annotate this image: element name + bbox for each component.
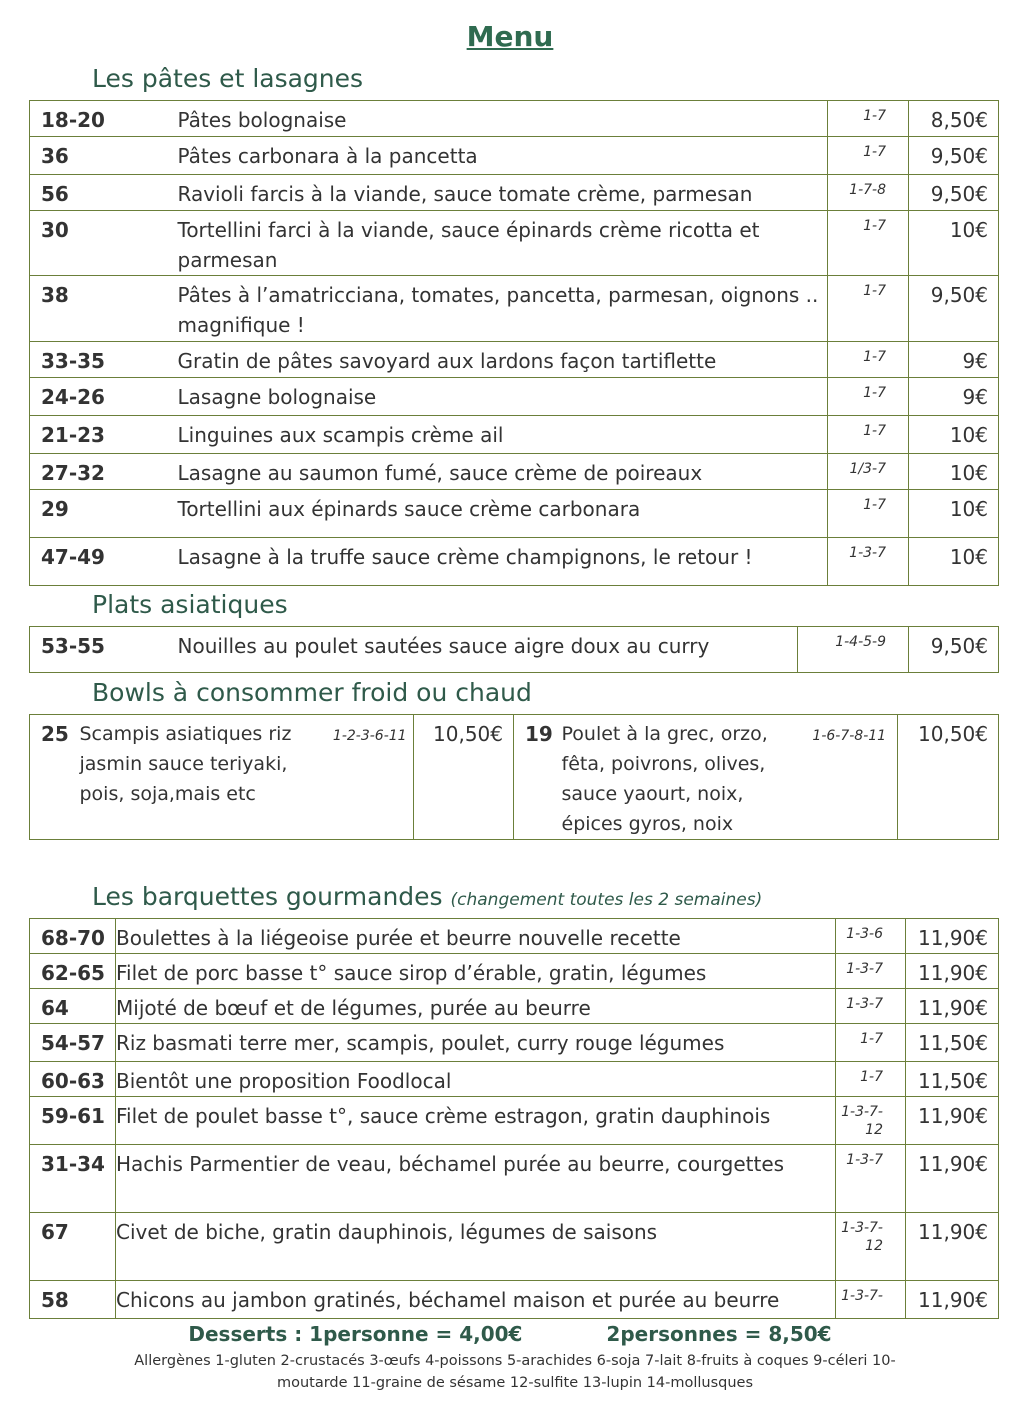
item-dish: Lasagne au saumon fumé, sauce crème de poireaux <box>178 454 828 490</box>
item-allergens: 1-7-8 <box>828 175 909 211</box>
barquettes-title: Les barquettes gourmandes <box>92 882 443 911</box>
item-price: 9,50€ <box>909 175 999 211</box>
item-price: 9€ <box>909 378 999 416</box>
pates-row <box>30 490 999 538</box>
bowl-price: 10,50€ <box>898 715 999 840</box>
item-code: 64 <box>30 989 116 1024</box>
item-code: 31-34 <box>30 1145 116 1213</box>
item-price: 11,90€ <box>906 1145 999 1213</box>
item-allergens: 1/3-7 <box>828 454 909 490</box>
item-dish: Tortellini farci à la viande, sauce épinards crème ricotta et parmesan <box>178 211 828 276</box>
section-title-pates: Les pâtes et lasagnes <box>92 64 364 93</box>
item-price: 9,50€ <box>909 276 999 342</box>
item-code: 59-61 <box>30 1097 116 1145</box>
item-dish: Civet de biche, gratin dauphinois, légumes de saisons <box>116 1213 836 1281</box>
item-price: 9€ <box>909 342 999 378</box>
section-title-bowls: Bowls à consommer froid ou chaud <box>92 678 532 707</box>
item-code: 53-55 <box>30 627 178 673</box>
item-allergens: 1-3-7 <box>828 538 909 586</box>
bowl-dish: Scampis asiatiques riz jasmin sauce teriyaki, pois, soja,mais etc <box>80 715 327 840</box>
pates-row <box>30 211 999 276</box>
item-price: 11,90€ <box>906 919 999 954</box>
item-code: 67 <box>30 1213 116 1281</box>
barquettes-note: (changement toutes les 2 semaines) <box>450 890 763 910</box>
item-code: 18-20 <box>30 101 178 137</box>
item-code: 24-26 <box>30 378 178 416</box>
section-title-barquettes <box>92 882 762 911</box>
barquettes-row <box>30 1145 999 1213</box>
asiatiques-table <box>29 626 999 673</box>
item-code: 33-35 <box>30 342 178 378</box>
item-price: 9,50€ <box>909 627 999 673</box>
item-dish: Lasagne bolognaise <box>178 378 828 416</box>
item-allergens: 1-3-6 <box>836 919 906 954</box>
item-allergens: 1-4-5-9 <box>798 627 909 673</box>
item-price: 10€ <box>909 211 999 276</box>
item-allergens: 1-7 <box>828 342 909 378</box>
item-code: 36 <box>30 137 178 175</box>
bowl-allergens: 1-2-3-6-11 <box>327 715 414 840</box>
item-allergens: 1-7 <box>828 211 909 276</box>
pates-row <box>30 276 999 342</box>
item-dish: Hachis Parmentier de veau, béchamel purée au beurre, courgettes <box>116 1145 836 1213</box>
desserts-line <box>0 1322 1020 1346</box>
item-code: 62-65 <box>30 954 116 989</box>
item-allergens: 1-3-7 <box>836 1145 906 1213</box>
barquettes-row <box>30 954 999 989</box>
item-price: 11,90€ <box>906 1097 999 1145</box>
barquettes-row <box>30 1281 999 1319</box>
item-code: 58 <box>30 1281 116 1319</box>
item-dish: Pâtes à l’amatricciana, tomates, pancetta, parmesan, oignons .. magnifique ! <box>178 276 828 342</box>
desserts-two: 2personnes = 8,50€ <box>606 1322 832 1346</box>
item-dish: Chicons au jambon gratinés, béchamel maison et purée au beurre <box>116 1281 836 1319</box>
item-dish: Tortellini aux épinards sauce crème carbonara <box>178 490 828 538</box>
item-dish: Gratin de pâtes savoyard aux lardons façon tartiflette <box>178 342 828 378</box>
barquettes-row <box>30 919 999 954</box>
pates-row <box>30 416 999 454</box>
section-title-asiatiques: Plats asiatiques <box>92 590 288 619</box>
pates-row <box>30 137 999 175</box>
asiatiques-row <box>30 627 999 673</box>
pates-row <box>30 101 999 137</box>
barquettes-row <box>30 1097 999 1145</box>
item-price: 11,90€ <box>906 1213 999 1281</box>
barquettes-row <box>30 1062 999 1097</box>
item-allergens: 1-7 <box>828 101 909 137</box>
item-code: 27-32 <box>30 454 178 490</box>
item-price: 9,50€ <box>909 137 999 175</box>
bowl-code: 25 <box>30 715 80 840</box>
pates-row <box>30 378 999 416</box>
item-dish: Riz basmati terre mer, scampis, poulet, curry rouge légumes <box>116 1024 836 1062</box>
pates-row <box>30 175 999 211</box>
item-dish: Filet de poulet basse t°, sauce crème estragon, gratin dauphinois <box>116 1097 836 1145</box>
item-price: 8,50€ <box>909 101 999 137</box>
item-allergens: 1-3-7-12 <box>836 1097 906 1145</box>
pates-table <box>29 100 999 586</box>
pates-row <box>30 342 999 378</box>
item-dish: Mijoté de bœuf et de légumes, purée au beurre <box>116 989 836 1024</box>
item-allergens: 1-7 <box>836 1062 906 1097</box>
item-code: 38 <box>30 276 178 342</box>
desserts-one: Desserts : 1personne = 4,00€ <box>188 1322 523 1346</box>
item-price: 10€ <box>909 490 999 538</box>
item-price: 11,50€ <box>906 1024 999 1062</box>
item-allergens: 1-3-7-12 <box>836 1213 906 1281</box>
allergens-legend: Allergènes 1-gluten 2-crustacés 3-œufs 4-poissons 5-arachides 6-soja 7-lait 8-fruits à coques 9-céleri 10-moutarde 11-graine de sésame 12-sulfite 13-lupin 14-mollusques <box>134 1353 896 1391</box>
item-dish: Bientôt une proposition Foodlocal <box>116 1062 836 1097</box>
item-code: 47-49 <box>30 538 178 586</box>
item-dish: Ravioli farcis à la viande, sauce tomate crème, parmesan <box>178 175 828 211</box>
barquettes-row <box>30 1213 999 1281</box>
item-code: 21-23 <box>30 416 178 454</box>
item-allergens: 1-3-7 <box>836 954 906 989</box>
item-allergens: 1-7 <box>828 490 909 538</box>
barquettes-row <box>30 1024 999 1062</box>
pates-row <box>30 454 999 490</box>
item-price: 10€ <box>909 416 999 454</box>
item-code: 29 <box>30 490 178 538</box>
item-price: 11,50€ <box>906 1062 999 1097</box>
item-code: 54-57 <box>30 1024 116 1062</box>
item-allergens: 1-3-7- <box>836 1281 906 1319</box>
item-dish: Lasagne à la truffe sauce crème champignons, le retour ! <box>178 538 828 586</box>
item-allergens: 1-3-7 <box>836 989 906 1024</box>
item-dish: Boulettes à la liégeoise purée et beurre nouvelle recette <box>116 919 836 954</box>
item-price: 11,90€ <box>906 989 999 1024</box>
item-price: 10€ <box>909 538 999 586</box>
item-allergens: 1-7 <box>828 137 909 175</box>
item-dish: Linguines aux scampis crème ail <box>178 416 828 454</box>
item-allergens: 1-7 <box>828 276 909 342</box>
pates-row <box>30 538 999 586</box>
barquettes-table <box>29 918 999 1319</box>
bowls-row <box>30 715 999 840</box>
item-code: 30 <box>30 211 178 276</box>
item-code: 68-70 <box>30 919 116 954</box>
item-price: 11,90€ <box>906 1281 999 1319</box>
barquettes-row <box>30 989 999 1024</box>
item-dish: Pâtes bolognaise <box>178 101 828 137</box>
bowl-code: 19 <box>514 715 562 840</box>
item-price: 11,90€ <box>906 954 999 989</box>
bowls-table <box>29 714 999 840</box>
bowl-price: 10,50€ <box>414 715 514 840</box>
item-allergens: 1-7 <box>836 1024 906 1062</box>
bowl-allergens: 1-6-7-8-11 <box>802 715 898 840</box>
item-dish: Nouilles au poulet sautées sauce aigre doux au curry <box>178 627 798 673</box>
item-allergens: 1-7 <box>828 378 909 416</box>
item-dish: Filet de porc basse t° sauce sirop d’érable, gratin, légumes <box>116 954 836 989</box>
item-dish: Pâtes carbonara à la pancetta <box>178 137 828 175</box>
item-price: 10€ <box>909 454 999 490</box>
item-code: 60-63 <box>30 1062 116 1097</box>
bowl-dish: Poulet à la grec, orzo, fêta, poivrons, olives, sauce yaourt, noix, épices gyros, noix <box>562 715 802 840</box>
item-code: 56 <box>30 175 178 211</box>
item-allergens: 1-7 <box>828 416 909 454</box>
page-title: Menu <box>466 20 554 53</box>
